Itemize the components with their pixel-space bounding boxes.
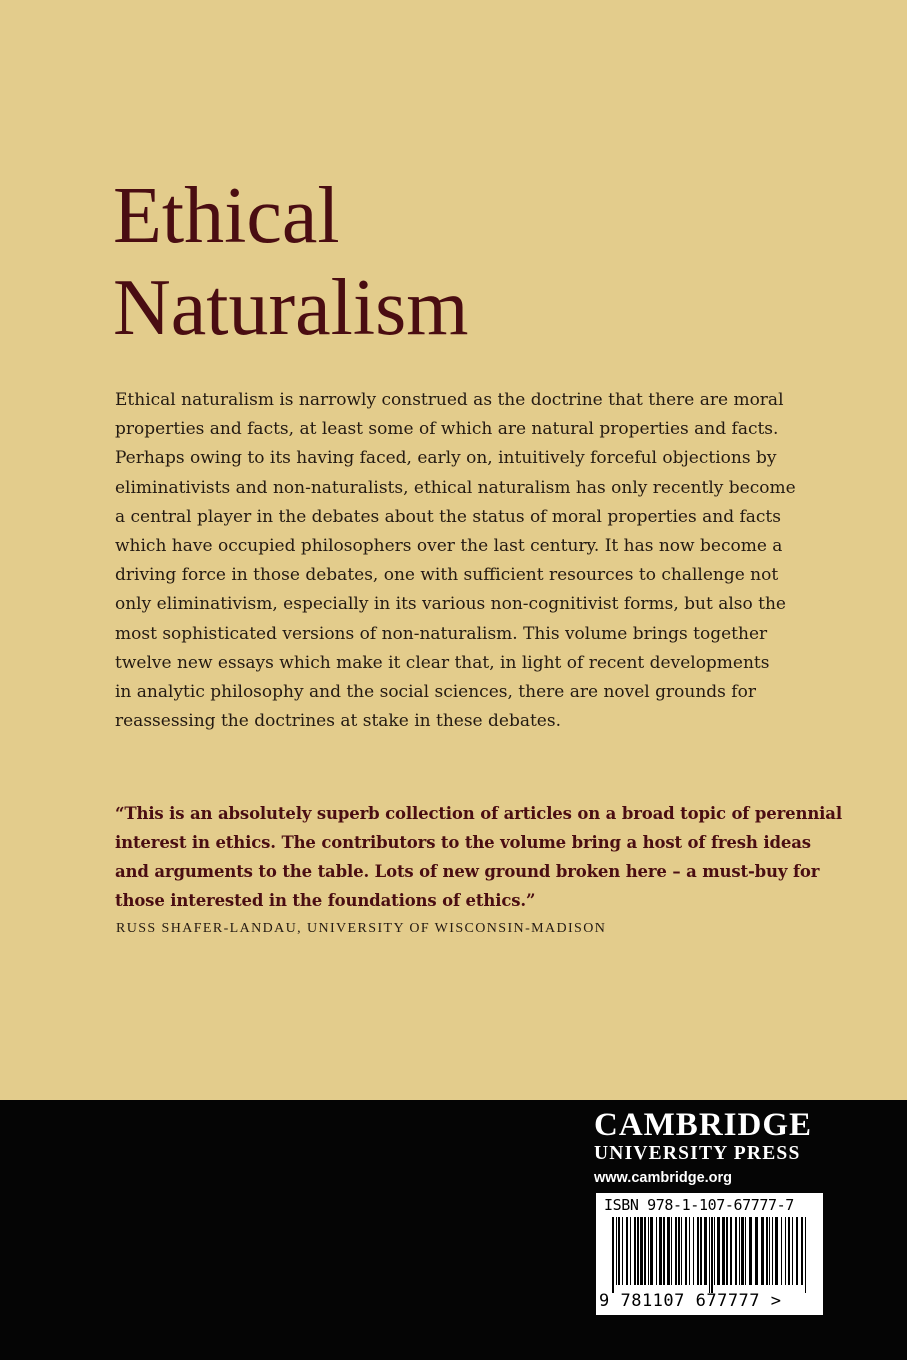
barcode-bar [745,1217,746,1285]
barcode-bar [796,1217,798,1285]
book-title [113,170,813,354]
description-line: a central player in the debates about the status of moral properties and facts [115,506,781,527]
barcode-bar [722,1217,725,1285]
barcode-bar [656,1217,657,1285]
barcode-bar [640,1217,643,1285]
barcode-bar [622,1217,623,1285]
barcode-bar [693,1217,694,1285]
barcode-bar [788,1217,790,1285]
barcode-bar [772,1217,773,1285]
barcode-bars [612,1217,812,1293]
publisher-press: UNIVERSITY PRESS [594,1143,801,1164]
barcode-bar [805,1217,806,1293]
description-line: only eliminativism, especially in its various non-cognitivist forms, but also the [115,594,786,615]
ean-digits: 9 781107 677777 > [599,1291,782,1311]
publisher-logo [594,1107,824,1188]
publisher-name: CAMBRIDGE [594,1107,813,1143]
quote-line: those interested in the foundations of ethics.” [115,891,536,910]
description-line: in analytic philosophy and the social sciences, there are novel grounds for [115,682,756,703]
barcode-bar [630,1217,631,1285]
barcode-bar [644,1217,646,1285]
barcode-bar [704,1217,707,1285]
barcode-bar [700,1217,702,1285]
description-line: eliminativists and non-naturalists, ethical naturalism has only recently become [115,477,796,498]
barcode-bar [678,1217,680,1285]
barcode-bar [735,1217,737,1285]
barcode-bar [792,1217,793,1285]
barcode-bar [749,1217,752,1285]
description-line: which have occupied philosophers over the last century. It has now become a [115,536,783,557]
description-line: Ethical naturalism is narrowly construed as the doctrine that there are moral [115,390,784,410]
barcode-bar [709,1217,710,1293]
description-line: Perhaps owing to its having faced, early on, intuitively forceful objections by [115,448,777,469]
description-line: twelve new essays which make it clear that, in light of recent developments [115,652,770,673]
barcode-bar [618,1217,620,1285]
quote-line: and arguments to the table. Lots of new ground broken here – a must-buy for [115,862,820,881]
barcode-bar [663,1217,665,1285]
barcode-bar [626,1217,628,1285]
barcode-bar [681,1217,682,1285]
barcode-bar [739,1217,740,1285]
barcode-bar [711,1217,713,1293]
isbn-barcode [596,1193,823,1315]
book-title-line-1: Ethical [113,172,340,260]
quote-line: “This is an absolutely superb collection of articles on a broad topic of perennial [115,804,842,823]
barcode-bar [675,1217,677,1285]
isbn-text: ISBN 978-1-107-67777-7 [604,1196,794,1214]
barcode-bar [634,1217,636,1285]
barcode-bar [726,1217,728,1285]
barcode-bar [685,1217,687,1285]
description-line: reassessing the doctrines at stake in these debates. [115,711,561,732]
barcode-bar [648,1217,649,1285]
barcode-bar [761,1217,764,1285]
barcode-bar [730,1217,732,1285]
book-title-line-2: Naturalism [113,264,469,352]
barcode-bar [801,1217,803,1285]
description-line: most sophisticated versions of non-naturalism. This volume brings together [115,623,768,644]
barcode-bar [717,1217,720,1285]
barcode-bar [671,1217,672,1285]
barcode-bar [741,1217,744,1285]
barcode-bar [689,1217,690,1285]
barcode-bar [775,1217,778,1285]
barcode-bar [766,1217,768,1285]
barcode-bar [697,1217,699,1285]
barcode-bar [781,1217,782,1285]
barcode-bar [612,1217,614,1293]
description-line: properties and facts, at least some of which are natural properties and facts. [115,419,779,440]
barcode-bar [714,1217,715,1285]
barcode-bar [637,1217,639,1285]
quote-line: interest in ethics. The contributors to the volume bring a host of fresh ideas [115,833,811,852]
barcode-bar [650,1217,653,1285]
quote-attribution: RUSS SHAFER-LANDAU, UNIVERSITY OF WISCONSIN-MADISON [116,921,607,936]
publisher-url: www.cambridge.org [594,1170,733,1186]
book-description [115,386,815,736]
barcode-bar [667,1217,670,1285]
description-line: driving force in those debates, one with sufficient resources to challenge not [115,565,779,586]
barcode-bar [769,1217,770,1285]
barcode-bar [785,1217,786,1285]
barcode-bar [659,1217,662,1285]
barcode-bar [616,1217,617,1285]
barcode-bar [755,1217,758,1285]
endorsement-quote [115,799,842,915]
